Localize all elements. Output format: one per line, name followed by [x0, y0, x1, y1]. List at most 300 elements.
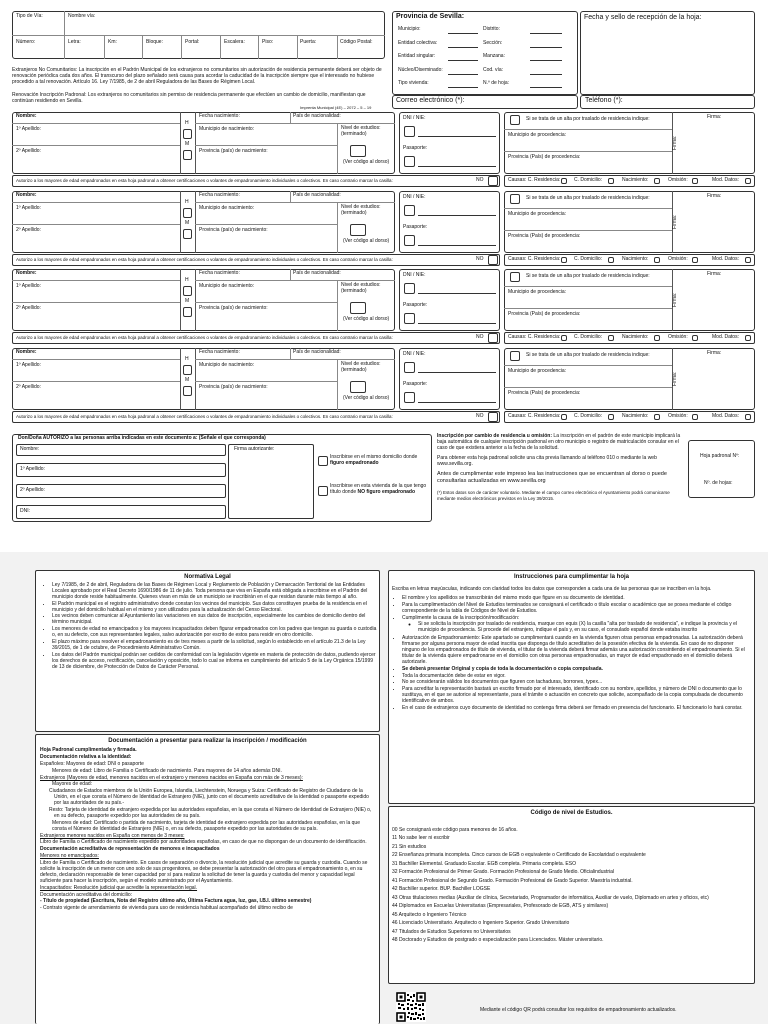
instrucciones-item: • Para la cumplimentación del Nivel de Estudios terminados se consignará el certificado o título escolar o académico que se posea mediante el código correspondiente de la tabla de Códigos de Nivel de Estudios. [402, 603, 751, 615]
divider [258, 35, 259, 59]
normativa-item: • El Padrón municipal es el registro administrativo donde constan los vecinos del municipio. Sus datos constituyen prueba de la residencia en el municipio y del domicilio habitual en el mismo y son utilizados para la actualización del Censo Electoral. [52, 602, 377, 614]
person-2-fecha-nacimiento[interactable]: Fecha nacimiento: [199, 192, 240, 198]
person-3-pasaporte-field[interactable] [418, 323, 496, 324]
field-numero[interactable]: Número: [16, 39, 36, 45]
normativa-item: • Los vecinos deben comunicar al Ayuntamiento las variaciones en sus datos de inscripción, especialmente los cambios de domicilio dentro del término municipal. [52, 614, 377, 626]
sex-m-label: M [185, 298, 190, 304]
codigo-nivel-item: 22 Enseñanza primaria incompleta. Cinco cursos de EGB o equivalente o Certificado de Escolaridad o equivalente [392, 852, 646, 859]
divider [64, 11, 65, 35]
autoriza-no-label: NO [476, 256, 484, 262]
dni-nie-label: DNI / NIE: [403, 351, 426, 357]
causa-domicilio-label: C. Domicilio: [574, 413, 603, 419]
person-2-nombre[interactable]: Nombre: [16, 192, 37, 198]
causa-residencia-label: Causas: C. Residencia: [508, 256, 561, 262]
codigo-nivel-item: 43 Otras titulaciones medias (Auxiliar de clínica, Secretariado, Programador de informática, Auxiliar de vuelo, Diplomado en artes y oficios, etc) [392, 894, 709, 901]
divider [337, 202, 338, 253]
person-1-nombre[interactable]: Nombre: [16, 113, 37, 119]
divider [12, 280, 180, 281]
hoja-padronal-box [688, 440, 755, 498]
person-3-dni-nie-field[interactable] [418, 293, 496, 294]
divider [180, 269, 181, 331]
person-2-municipio-procedencia[interactable]: Municipio de procedencia: [508, 211, 567, 217]
sex-h-label: H [185, 356, 189, 362]
person-1-dni-nie-field[interactable] [418, 136, 496, 137]
person-3-causa-domicilio-checkbox[interactable] [608, 335, 614, 341]
divider [504, 387, 672, 388]
person-3-apellido1[interactable]: 1º Apellido: [16, 283, 41, 289]
person-2-nivel-estudios: Nivel de estudios: (terminado) [341, 204, 381, 216]
divider [195, 269, 196, 331]
person-2-provincia-procedencia[interactable]: Provincia (País) de procedencia: [508, 233, 581, 239]
person-2-municipio-nacimiento[interactable]: Municipio de nacimiento: [199, 205, 255, 211]
person-3-autoriza-no-checkbox[interactable] [488, 333, 498, 343]
inscripcion-text: Inscripción por cambio de residencia u omisión: La inscripción en el padrón de este municipio implicará la baja automática de cualquier inscripción padronal en otro municipio o registro de matriculación consular en el caso de que existiera anterior a la fecha de la solicitud. Para obtener esta hoja padronal solicite una cita previa llamando al teléfono 010 o mediante la web www.sevilla.org. Antes de cumplimentar este impreso lea las instrucciones que se encuentran al dorso o puede consultarlas actualizadas en www.sevilla.org (*) Estos datos son de carácter voluntario. Mediante el campo correo electrónico el Ayuntamiento podrá comunicarse mediante medios electrónicos previstos en la Ley 39/2015. [437, 433, 681, 501]
normativa-item: • Los menores de edad no emancipados y los mayores incapacitados deben figurar empadronados con los padres que tengan su guarda o custodia o, en su defecto, con sus representantes legales, salvo autorización por escrito de estos para residir en otro domicilio. [52, 627, 377, 639]
auth-firma-box[interactable] [228, 444, 314, 519]
auth-ap2-label: 2º Apellido: [20, 487, 45, 493]
instrucciones-item: • Se deberá presentar Original y copia de toda la documentación o copia compulsada. [402, 667, 751, 673]
person-1-dni-nie-checkbox[interactable] [404, 126, 415, 137]
instrucciones-item: • No se considerarán válidos los documentos que figuren con tachaduras, borrones, typex... [402, 680, 751, 686]
firma-vertical-label: Firma: [672, 292, 678, 307]
dni-nie-label: DNI / NIE: [403, 115, 426, 121]
person-3-sex-h-checkbox[interactable] [183, 286, 192, 296]
documentacion-line: Documentación acreditativa de representación de menores e incapacitados [40, 846, 220, 853]
person-4-apellido2[interactable]: 2º Apellido: [16, 384, 41, 390]
causa-domicilio-label: C. Domicilio: [574, 334, 603, 340]
province-field-line[interactable] [530, 47, 562, 48]
person-1-pasaporte-field[interactable] [418, 166, 496, 167]
firma-vertical-label: Firma: [672, 135, 678, 150]
province-field: Municipio: [398, 26, 421, 32]
instrucciones-intro: Escriba en letras mayúsculas, indicando con claridad todos los datos que corresponden a cada una de las personas que se inscriben en la hoja. [392, 586, 712, 592]
person-2-traslado-checkbox[interactable] [510, 194, 520, 204]
person-2-causa-mod-datos-checkbox[interactable] [745, 257, 751, 263]
instrucciones-title: Instrucciones para cumplimentar la hoja [513, 574, 630, 580]
province-field-line[interactable] [530, 60, 562, 61]
province-field-line[interactable] [530, 74, 562, 75]
person-2-pais-nacionalidad[interactable]: País de nacionalidad: [293, 192, 341, 198]
divider [180, 191, 181, 253]
causa-nacimiento-label: Nacimiento: [622, 177, 649, 183]
auth-nombre-label: Nombre: [20, 446, 40, 452]
person-3-pais-nacionalidad[interactable]: País de nacionalidad: [293, 270, 341, 276]
causa-mod-datos-label: Mod. Datos: [712, 334, 739, 340]
documentacion-text [40, 748, 376, 913]
autoriza-no-label: NO [476, 334, 484, 340]
person-2-causa-domicilio-checkbox[interactable] [608, 257, 614, 263]
instrucciones-item: • El nombre y los apellidos se transcribirán del mismo modo que figure en su documento de identidad. [402, 596, 751, 602]
normativa-list [42, 583, 377, 671]
person-3-causa-residencia-checkbox[interactable] [561, 335, 567, 341]
ver-codigo-note: (Ver código al dorso) [343, 395, 390, 401]
autoriza-text: Autorizo a los mayores de edad empadronados en esta hoja padronal a obtener certificaciones o volantes de empadronamiento individuales o colectivos. En caso contrario marcar la casilla: [16, 178, 393, 183]
documentacion-line: - Título de propiedad (Escritura, Nota del Registro último año, Última Factura agua, luz, gas, I.B.I. último semestre) [40, 898, 312, 905]
documentacion-line: Menores no emancipados: [40, 853, 99, 860]
province-field-line[interactable] [530, 87, 562, 88]
documentacion-line: Menores de edad: Certificado o partida de nacimiento, tarjeta de identidad de extranjero expedida por las autoridades españolas, en la que consta el Número de Identidad de Extranjero (NIE) o, en su defecto, pasaporte expedido por las autoridades de su país. [52, 819, 360, 832]
divider [180, 112, 181, 174]
person-2-sex-h-checkbox[interactable] [183, 208, 192, 218]
divider [12, 359, 180, 360]
divider [337, 35, 338, 59]
person-1-provincia-procedencia[interactable]: Provincia (País) de procedencia: [508, 154, 581, 160]
person-1-sex-m-checkbox[interactable] [183, 150, 192, 160]
person-3-nombre[interactable]: Nombre: [16, 270, 37, 276]
opt-vivienda-titulo-checkbox[interactable] [318, 486, 328, 496]
divider [290, 112, 291, 123]
divider [180, 348, 181, 410]
person-1-causa-residencia-checkbox[interactable] [561, 178, 567, 184]
instrucciones-item: • En el caso de extranjeros cuyo documento de identidad no contenga firma deberá ser firmado en presencia del funcionario. El funcionario lo hará constar. [402, 706, 751, 712]
documentacion-title: Documentación a presentar para realizar la inscripción / modificación [108, 738, 307, 744]
instrucciones-item: • Autorización de Empadronamiento: Este apartado se cumplimentará cuando en la vivienda figuren otras personas empadronadas. La autorización deberá firmarse por alguna persona mayor de edad inscrita que disponga de título acreditativo de la posesión efectiva de la vivienda. En caso de no disponer ninguno de los empadronados de título de vivienda, el titular de la vivienda deberá firmar además una autorización consintiendo el empadronamiento. Si el titular de la vivienda quiere empadronarse en el domicilio con otras personas empadronadas, un mayor de edad empadronado en el domicilio deberá autorizarle. [402, 636, 751, 665]
person-3-causa-nacimiento-checkbox[interactable] [654, 335, 660, 341]
person-1-autoriza-no-checkbox[interactable] [488, 176, 498, 186]
causa-domicilio-label: C. Domicilio: [574, 256, 603, 262]
qr-text: Mediante el código QR podrá consultar los requisitos de empadronamiento actualizados. [480, 1007, 677, 1013]
autoriza-no-label: NO [476, 177, 484, 183]
sex-m-label: M [185, 377, 190, 383]
person-3-dni-nie-checkbox[interactable] [404, 283, 415, 294]
divider [12, 381, 180, 382]
person-4-traslado-checkbox[interactable] [510, 351, 520, 361]
imprenta: Imprenta Municipal (4E) – 2072 – 5 – 19 [300, 105, 372, 110]
divider [504, 365, 672, 366]
person-4-municipio-procedencia[interactable]: Municipio de procedencia: [508, 368, 567, 374]
auth-dni-field[interactable] [16, 505, 226, 519]
documentacion-line: Mayores de edad: [52, 781, 93, 788]
province-field: Cod. vía: [483, 66, 504, 73]
causa-omision-label: Omisión: [668, 413, 688, 419]
person-4-dni-nie-field[interactable] [418, 372, 496, 373]
person-4-pais-nacionalidad[interactable]: País de nacionalidad: [293, 349, 341, 355]
auth-ap2-field[interactable] [16, 484, 226, 498]
person-2-causa-residencia-checkbox[interactable] [561, 257, 567, 263]
divider [504, 129, 672, 130]
divider [12, 123, 180, 124]
person-2-pasaporte-field[interactable] [418, 245, 496, 246]
person-4-nombre[interactable]: Nombre: [16, 349, 37, 355]
fecha-sello-label: Fecha y sello de recepción de la hoja: [584, 14, 702, 21]
documentacion-line: Resto: Tarjeta de identidad de extranjero expedida por las autoridades españolas, en la que consta el Número de Identidad de Extranjero (NIE) o, en su defecto, pasaporte expedido por las autoridades de su país. [49, 807, 372, 819]
field-bloque[interactable]: Bloque: [146, 39, 163, 45]
person-3-fecha-nacimiento[interactable]: Fecha nacimiento: [199, 270, 240, 276]
province-title: Provincia de Sevilla: [396, 13, 465, 20]
person-1-causa-mod-datos-checkbox[interactable] [745, 178, 751, 184]
pasaporte-label: Pasaporte: [403, 381, 428, 387]
province-field: Entidad singular: [398, 53, 436, 59]
documentacion-line: Extranjeros menores nacidos en España con menos de 3 meses: [40, 832, 185, 839]
instrucciones-item: • Para acreditar la representación bastará un escrito firmado por el interesado, identificado con su nombre, apellidos, y número de DNI o documento que lo sustituya, en el que se autorice al representante, para el trámite o actuación en concreto que solicite, acompañado de la copia compulsada de documento identificativo de ambos. [402, 687, 751, 705]
opt-mismo-domicilio-label: Inscribirse en el mismo domicilio donde figuro empadronado [330, 454, 418, 466]
documentacion-line: Menores de edad: Libro de Familia o Certificado de nacimiento. Para mayores de 14 años además DNI. [52, 767, 282, 774]
codigo-nivel-item: 46 Licenciado Universitario. Arquitecto o Ingeniero Superior. Grado Universitario [392, 920, 570, 927]
normativa-item: • Los datos del Padrón municipal podrán ser cedidos de conformidad con la legislación vigente en materia de protección de datos, pudiendo ejercer los derechos de acceso, rectificación, cancelación y oposición, todo lo cual se informa en cumplimiento del artículo 5 de la Ley Orgánica 15/1999 de 13 de diciembre, de Protección de Datos de Carácter Personal. [52, 653, 377, 671]
person-3-municipio-nacimiento[interactable]: Municipio de nacimiento: [199, 283, 255, 289]
firma-vertical-label: Firma: [672, 371, 678, 386]
sex-h-label: H [185, 199, 189, 205]
autorizacion-title: Don/Doña AUTORIZO a las personas arriba indicadas en este documento a: (Señale el que corresponda) [18, 435, 266, 441]
person-3-sex-m-checkbox[interactable] [183, 307, 192, 317]
divider [12, 302, 180, 303]
ver-codigo-note: (Ver código al dorso) [343, 316, 390, 322]
person-2-dni-nie-checkbox[interactable] [404, 205, 415, 216]
divider [12, 145, 180, 146]
person-4-pasaporte-field[interactable] [418, 402, 496, 403]
fecha-sello-box [580, 11, 755, 95]
documentacion-line: Extranjeros (Mayores de edad, menores nacidos en el extranjero y menores nacidos en España con más de 3 meses): [40, 774, 303, 781]
divider [195, 224, 337, 225]
autoriza-text: Autorizo a los mayores de edad empadronados en esta hoja padronal a obtener certificaciones o volantes de empadronamiento individuales o colectivos. En caso contrario marcar la casilla: [16, 414, 393, 419]
causa-mod-datos-label: Mod. Datos: [712, 256, 739, 262]
person-1-pais-nacionalidad[interactable]: País de nacionalidad: [293, 113, 341, 119]
causa-residencia-label: Causas: C. Residencia: [508, 177, 561, 183]
opt-mismo-domicilio-checkbox[interactable] [318, 456, 328, 466]
province-field: Núcleo/Diseminado: [398, 66, 443, 73]
person-4-municipio-nacimiento[interactable]: Municipio de nacimiento: [199, 362, 255, 368]
sex-h-label: H [185, 120, 189, 126]
person-1-municipio-nacimiento[interactable]: Municipio de nacimiento: [199, 126, 255, 132]
causa-omision-label: Omisión: [668, 177, 688, 183]
divider [195, 348, 196, 410]
divider [195, 191, 196, 253]
person-1-firma[interactable]: Firma: [707, 114, 722, 120]
divider [104, 35, 105, 59]
person-4-apellido1[interactable]: 1º Apellido: [16, 362, 41, 368]
person-2-apellido1[interactable]: 1º Apellido: [16, 205, 41, 211]
documentacion-line: Libro de Familia o Certificado de nacimiento. En casos de separación o divorcio, la resolución judicial que acredite su guarda y custodia. Cuando se solicite la inscripción de un menor con uno solo de sus progenitores, se debe presentar la autorización del otro para el empadronamiento o, en su defecto, declaración responsable de tener capacidad por sí para realizar la solicitud de tener la guarda y custodia del menor y capacidad legal suficiente para hacer la inscripción, según el modelo suministrado por el Ayuntamiento. [40, 860, 368, 884]
traslado-label: Si se trata de un alta por traslado de residencia indique: [526, 273, 650, 279]
province-field: Tipo vivienda: [398, 80, 429, 86]
documentacion-line: Documentación relativa a la identidad: [40, 753, 132, 760]
divider [195, 381, 337, 382]
person-4-pasaporte-checkbox[interactable] [404, 392, 415, 403]
person-1-nivel-estudios-input[interactable] [350, 145, 366, 157]
person-1-municipio-procedencia[interactable]: Municipio de procedencia: [508, 132, 567, 138]
person-4-nivel-estudios: Nivel de estudios: (terminado) [341, 361, 381, 373]
person-2-causa-nacimiento-checkbox[interactable] [654, 257, 660, 263]
traslado-label: Si se trata de un alta por traslado de residencia indique: [526, 116, 650, 122]
field-portal[interactable]: Portal: [185, 39, 200, 45]
causa-omision-label: Omisión: [668, 256, 688, 262]
province-field: N.º de hoja: [483, 80, 510, 86]
person-1-nivel-estudios: Nivel de estudios: (terminado) [341, 125, 381, 137]
documentacion-line: - Contrato vigente de arrendamiento de vivienda para uso de residencia habitual acompañado del último recibo de [40, 905, 293, 912]
person-4-provincia-procedencia[interactable]: Provincia (País) de procedencia: [508, 390, 581, 396]
person-2-pasaporte-checkbox[interactable] [404, 235, 415, 246]
codigo-nivel-item: 32 Formación Profesional de Primer Grado. Formación Profesional de Grado Medio. Oficialindustrial [392, 869, 615, 876]
person-4-provincia-nacimiento[interactable]: Provincia (país) de nacimiento: [199, 384, 268, 390]
divider [12, 202, 180, 203]
province-field-line[interactable] [448, 60, 478, 61]
auth-dni-label: DNI: [20, 508, 30, 514]
pasaporte-label: Pasaporte: [403, 145, 428, 151]
person-2-firma[interactable]: Firma: [707, 193, 722, 199]
field-puerta[interactable]: Puerta: [300, 39, 317, 45]
person-1-sex-h-checkbox[interactable] [183, 129, 192, 139]
person-1-causa-domicilio-checkbox[interactable] [608, 178, 614, 184]
extranjeros-note: Extranjeros No Comunitarios: La inscripción en el Padrón Municipal de los extranjeros no comunitarios sin autorización de residencia permanente deberá ser objeto de renovación periódica cada dos años. El transcurso del plazo señalado será causa para acordar la caducidad de la inscripción siempre que el interesado no hubiese procedido a tal renovación. Artículo 16. Ley 7/1985, de 2 de abril Reguladora de las Bases de Régimen Local. [12, 67, 382, 85]
field-codigo-postal[interactable]: Código Postal: [340, 39, 373, 45]
causa-nacimiento-label: Nacimiento: [622, 413, 649, 419]
field-tipo-via[interactable]: Tipo de Vía: [16, 13, 43, 19]
person-1-pasaporte-checkbox[interactable] [404, 156, 415, 167]
person-2-apellido2[interactable]: 2º Apellido: [16, 227, 41, 233]
causa-omision-label: Omisión: [668, 334, 688, 340]
divider [504, 286, 672, 287]
person-3-nivel-estudios-input[interactable] [350, 302, 366, 314]
person-4-firma[interactable]: Firma: [707, 350, 722, 356]
documentacion-line: Libro de Familia o Certificado de nacimiento expedido por autoridades españolas, en caso de que no dispongan de un documento de identificación. [40, 839, 367, 846]
instrucciones-item: • Toda la documentación debe de estar en vigor. [402, 674, 751, 680]
auth-ap1-label: 1º Apellido: [20, 466, 45, 472]
opt-vivienda-titulo-label: Inscribirse en esta vivienda de la que tengo título donde NO figuro empadronado [330, 483, 427, 495]
pasaporte-label: Pasaporte: [403, 302, 428, 308]
documentacion-line: Documentación acreditativa del domicilio: [40, 891, 132, 898]
person-4-causa-omision-checkbox[interactable] [692, 414, 698, 420]
person-3-pasaporte-checkbox[interactable] [404, 313, 415, 324]
divider [195, 202, 395, 203]
autoriza-no-label: NO [476, 413, 484, 419]
person-1-causa-nacimiento-checkbox[interactable] [654, 178, 660, 184]
province-field-line[interactable] [448, 74, 478, 75]
divider [504, 151, 672, 152]
person-3-traslado-checkbox[interactable] [510, 272, 520, 282]
documentacion-line: Incapacitados: Resolución judicial que acredite la representación legal. [40, 884, 198, 891]
divider [290, 191, 291, 202]
person-1-fecha-nacimiento[interactable]: Fecha nacimiento: [199, 113, 240, 119]
divider [504, 208, 672, 209]
person-4-causa-domicilio-checkbox[interactable] [608, 414, 614, 420]
divider [12, 224, 180, 225]
person-3-municipio-procedencia[interactable]: Municipio de procedencia: [508, 289, 567, 295]
divider [337, 280, 338, 331]
province-field-line[interactable] [530, 33, 562, 34]
qr-code[interactable] [396, 992, 426, 1022]
auth-nombre-field[interactable] [16, 444, 226, 456]
codigo-nivel-item: 00 Se consignará este código para menores de 16 años. [392, 827, 518, 833]
province-field: Sección: [483, 39, 503, 46]
person-3-nivel-estudios: Nivel de estudios: (terminado) [341, 282, 381, 294]
divider [195, 302, 337, 303]
person-2-causa-omision-checkbox[interactable] [692, 257, 698, 263]
divider [290, 269, 291, 280]
person-4-sex-m-checkbox[interactable] [183, 386, 192, 396]
ver-codigo-note: (Ver código al dorso) [343, 159, 390, 165]
codigo-nivel-item: 41 Formación Profesional de Segundo Grado. Formación Profesional de Grado Superior. Maestría industrial. [392, 877, 633, 884]
auth-ap1-field[interactable] [16, 463, 226, 477]
person-2-autoriza-no-checkbox[interactable] [488, 255, 498, 265]
person-1-apellido2[interactable]: 2º Apellido: [16, 148, 41, 154]
field-escalera[interactable]: Escalera: [224, 39, 245, 45]
codigo-nivel-item: 11 No sabe leer ni escribir [392, 835, 450, 842]
sex-m-label: M [185, 220, 190, 226]
province-field: Entidad colectiva: [398, 39, 438, 46]
divider [337, 123, 338, 174]
province-field-line[interactable] [448, 87, 478, 88]
email-label: Correo electrónico (*): [396, 97, 465, 104]
field-km[interactable]: Km: [108, 39, 117, 45]
person-1-causa-omision-checkbox[interactable] [692, 178, 698, 184]
instrucciones-item: • Cumplimente la causa de la inscripción/modificación: [402, 616, 751, 622]
pasaporte-label: Pasaporte: [403, 224, 428, 230]
divider [504, 308, 672, 309]
person-1-apellido1[interactable]: 1º Apellido: [16, 126, 41, 132]
person-4-sex-h-checkbox[interactable] [183, 365, 192, 375]
divider [195, 359, 395, 360]
person-3-firma[interactable]: Firma: [707, 271, 722, 277]
codigo-nivel-item: 31 Bachiller Elemental. Graduado Escolar. EGB completa. Primaria completa. ESO [392, 860, 576, 867]
codigos-title: Código de nivel de Estudios. [530, 810, 613, 816]
divider [290, 348, 291, 359]
person-4-dni-nie-checkbox[interactable] [404, 362, 415, 373]
normativa-item: • Ley 7/1985, de 2 de abril, Reguladora de las Bases de Régimen Local y Reglamento de Población y Demarcación Territorial de las Entidades Locales aprobado por el Real Decreto 1690/1986 de 11 de julio. Toda persona que viva en España está obligada a inscribirse en el Padrón del municipio donde reside habitualmente. Quienes vivan en más de un municipio se inscribirán en el que residan durante más tiempo al año. [52, 583, 377, 601]
codigo-nivel-item: 45 Arquitecto o Ingeniero Técnico [392, 911, 467, 918]
person-4-causa-nacimiento-checkbox[interactable] [654, 414, 660, 420]
person-2-provincia-nacimiento[interactable]: Provincia (país) de nacimiento: [199, 227, 268, 233]
instrucciones-text [392, 587, 751, 713]
person-1-traslado-checkbox[interactable] [510, 115, 520, 125]
field-letra[interactable]: Letra: [68, 39, 81, 45]
person-3-provincia-procedencia[interactable]: Provincia (País) de procedencia: [508, 311, 581, 317]
person-1-provincia-nacimiento[interactable]: Provincia (país) de nacimiento: [199, 148, 268, 154]
divider [195, 280, 395, 281]
person-4-fecha-nacimiento[interactable]: Fecha nacimiento: [199, 349, 240, 355]
person-3-causa-mod-datos-checkbox[interactable] [745, 335, 751, 341]
causa-nacimiento-label: Nacimiento: [622, 256, 649, 262]
numero-hojas-label: Nº. de hojas: [704, 480, 733, 486]
dni-nie-label: DNI / NIE: [403, 194, 426, 200]
person-4-causa-residencia-checkbox[interactable] [561, 414, 567, 420]
sex-m-label: M [185, 141, 190, 147]
province-field-line[interactable] [448, 33, 478, 34]
person-3-provincia-nacimiento[interactable]: Provincia (país) de nacimiento: [199, 305, 268, 311]
divider [504, 230, 672, 231]
divider [337, 359, 338, 410]
person-3-apellido2[interactable]: 2º Apellido: [16, 305, 41, 311]
auth-firma-label: Firma autorizante: [234, 446, 275, 452]
field-piso[interactable]: Piso: [262, 39, 274, 45]
province-field-line[interactable] [448, 47, 478, 48]
documentacion-line: Españoles: Mayores de edad: DNI o pasaporte [40, 760, 144, 767]
person-2-sex-m-checkbox[interactable] [183, 229, 192, 239]
person-2-nivel-estudios-input[interactable] [350, 224, 366, 236]
person-2-dni-nie-field[interactable] [418, 215, 496, 216]
traslado-label: Si se trata de un alta por traslado de residencia indique: [526, 352, 650, 358]
traslado-label: Si se trata de un alta por traslado de residencia indique: [526, 195, 650, 201]
causa-mod-datos-label: Mod. Datos: [712, 177, 739, 183]
person-4-causa-mod-datos-checkbox[interactable] [745, 414, 751, 420]
normativa-item: • El plazo máximo para resolver el empadronamiento es de tres meses a partir de la solicitud, según lo establecido en el artículo 21.3 de la Ley 39/2015, de 1 de octubre, de Procedimiento Administrativo Común. [52, 640, 377, 652]
divider [297, 35, 298, 59]
codigos-list [392, 828, 751, 947]
causa-residencia-label: Causas: C. Residencia: [508, 413, 561, 419]
causa-mod-datos-label: Mod. Datos: [712, 413, 739, 419]
divider [220, 35, 221, 59]
province-field: Distrito: [483, 26, 500, 32]
causa-residencia-label: Causas: C. Residencia: [508, 334, 561, 340]
field-nombre-via[interactable]: Nombre vía: [68, 13, 96, 19]
normativa-title: Normativa Legal [184, 574, 231, 580]
person-4-nivel-estudios-input[interactable] [350, 381, 366, 393]
codigo-nivel-item: 48 Doctorado y Estudios de postgrado o especialización para Licenciados. Máster universitario. [392, 937, 604, 944]
documentacion-line: Hoja Padronal cumplimentada y firmada. [40, 747, 137, 753]
person-3-causa-omision-checkbox[interactable] [692, 335, 698, 341]
autoriza-text: Autorizo a los mayores de edad empadronados en esta hoja padronal a obtener certificaciones o volantes de empadronamiento individuales o colectivos. En caso contrario marcar la casilla: [16, 335, 393, 340]
person-4-autoriza-no-checkbox[interactable] [488, 412, 498, 422]
hoja-padronal-label: Hoja padronal Nº: [700, 453, 740, 459]
